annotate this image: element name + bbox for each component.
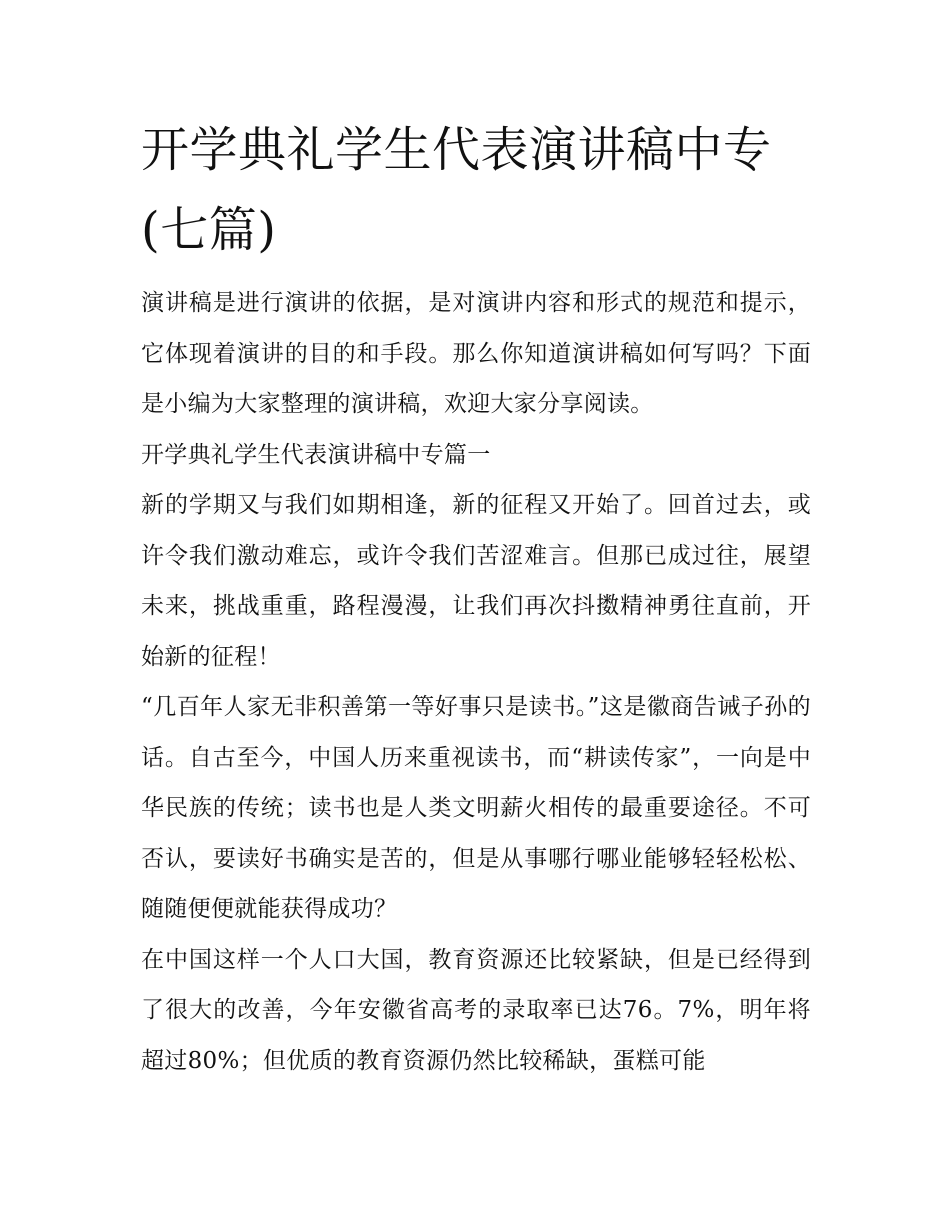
body-paragraph: 在中国这样一个人口大国，教育资源还比较紧缺，但是已经得到了很大的改善，今年安徽省高考的录取率已达76。7%，明年将超过80%；但优质的教育资源仍然比较稀缺，蛋糕可能 <box>141 946 811 1074</box>
body-paragraph: 新的学期又与我们如期相逢，新的征程又开始了。回首过去，或许令我们激动难忘，或许令我们苦涩难言。但那已成过往，展望未来，挑战重重，路程漫漫，让我们再次抖擞精神勇往直前，开始新的征程！ <box>141 492 811 670</box>
document-page <box>141 110 811 1086</box>
intro-paragraph: 演讲稿是进行演讲的依据，是对演讲内容和形式的规范和提示，它体现着演讲的目的和手段。那么你知道演讲稿如何写吗？下面是小编为大家整理的演讲稿，欢迎大家分享阅读。 <box>141 290 811 417</box>
document-body <box>141 278 811 1086</box>
body-paragraph: “几百年人家无非积善第一等好事只是读书。”这是徽商告诫子孙的话。自古至今，中国人历来重视读书，而“耕读传家”，一向是中华民族的传统；读书也是人类文明薪火相传的最重要途径。不可否认，要读好书确实是苦的，但是从事哪行哪业能够轻轻松松、随随便便就能获得成功？ <box>141 694 811 922</box>
document-title: 开学典礼学生代表演讲稿中专(七篇) <box>141 122 772 258</box>
section-heading: 开学典礼学生代表演讲稿中专篇一 <box>141 441 491 468</box>
